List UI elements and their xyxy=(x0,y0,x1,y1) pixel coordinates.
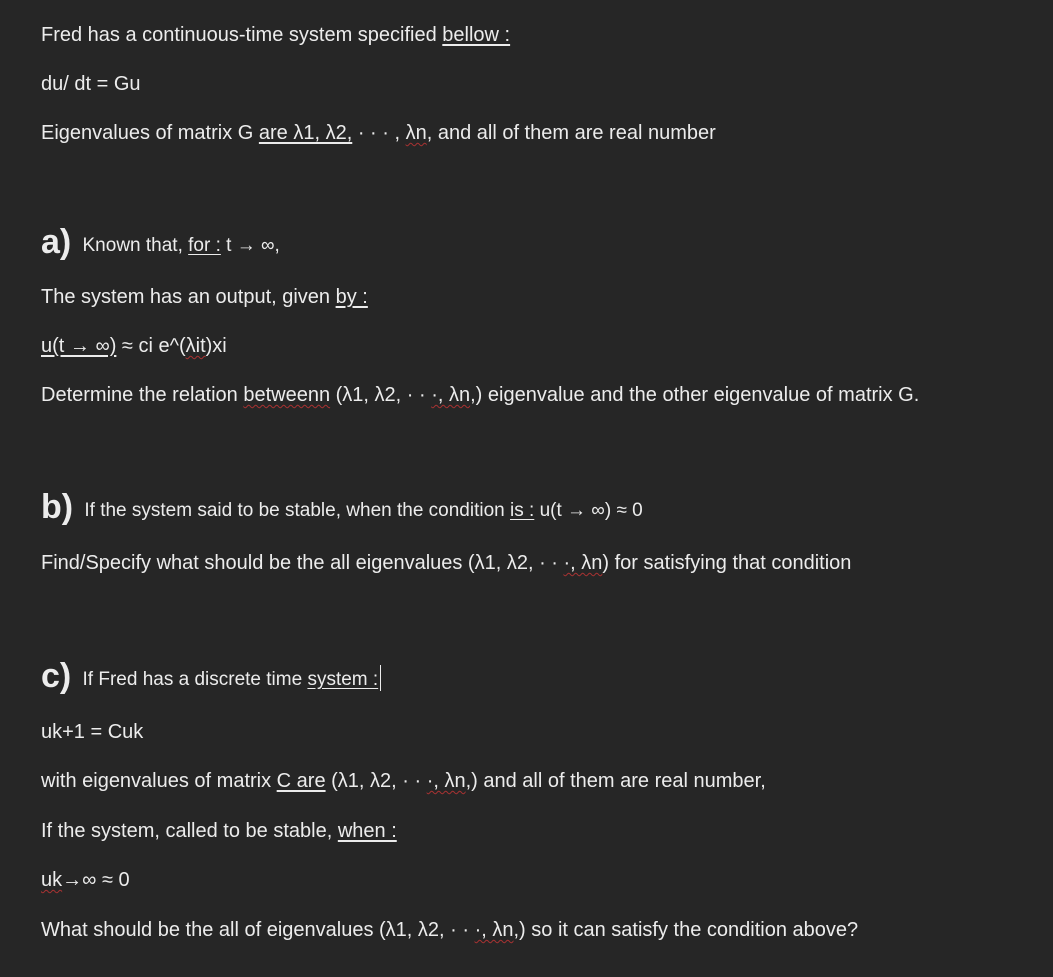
underlined-text: u(t → ∞) xyxy=(41,335,117,357)
part-b-line-1 xyxy=(41,488,643,526)
text-segment: Known that, xyxy=(77,235,189,256)
spellcheck-text: ·, λn xyxy=(474,919,514,941)
text-segment: ,) so it can satisfy the condition above? xyxy=(513,919,859,941)
text-cursor xyxy=(380,665,381,691)
text-segment: Determine the relation xyxy=(41,384,244,406)
spellcheck-text: λit xyxy=(185,335,206,357)
part-b-label: b) xyxy=(41,488,74,526)
text-segment: ≈ ci e^( xyxy=(116,335,186,357)
part-a-label: a) xyxy=(41,223,72,261)
text-segment: u(t → ∞) ≈ 0 xyxy=(534,500,643,521)
underlined-text: bellow : xyxy=(442,24,511,46)
part-c-line-1 xyxy=(41,657,381,695)
text-segment: (λ1, λ2, · · xyxy=(325,770,427,792)
spellcheck-text: ·, λn xyxy=(426,770,466,792)
text-segment: , and all of them are real number xyxy=(426,122,716,144)
intro-equation xyxy=(41,71,141,97)
text-segment: Find/Specify what should be the all eigenvalues (λ1, λ2, · · xyxy=(41,552,564,574)
equation-text: uk+1 = Cuk xyxy=(41,721,144,743)
part-c-equation xyxy=(41,719,143,745)
underlined-text: by : xyxy=(335,286,368,308)
text-segment: with eigenvalues of matrix xyxy=(41,770,277,792)
text-segment: The system has an output, given xyxy=(41,286,336,308)
part-c-line-6 xyxy=(41,917,858,943)
underlined-text: is : xyxy=(510,500,535,521)
text-segment: ,) eigenvalue and the other eigenvalue of matrix G. xyxy=(470,384,920,406)
part-c-line-3 xyxy=(41,768,766,794)
part-a-line-3 xyxy=(41,333,227,359)
underlined-text: system : xyxy=(307,669,379,690)
underlined-text: when : xyxy=(337,820,397,842)
text-segment: t → ∞, xyxy=(220,235,280,256)
intro-line-1 xyxy=(41,22,510,48)
equation-text: du/ dt = Gu xyxy=(41,73,141,95)
part-a-line-4 xyxy=(41,382,919,408)
text-segment: What should be the all of eigenvalues (λ1, λ2, · · xyxy=(41,919,475,941)
text-segment: Fred has a continuous-time system specified xyxy=(41,24,443,46)
spellcheck-text: ·, λn xyxy=(563,552,603,574)
part-a-line-1 xyxy=(41,223,280,261)
intro-line-3 xyxy=(41,120,716,146)
spellcheck-text: uk xyxy=(41,869,63,891)
text-segment: (λ1, λ2, · · xyxy=(330,384,432,406)
spellcheck-text: λn xyxy=(405,122,427,144)
underlined-text: are λ1, λ2, xyxy=(258,122,353,144)
part-c-label: c) xyxy=(41,657,72,695)
text-segment: ,) and all of them are real number, xyxy=(465,770,766,792)
text-segment: →∞ ≈ 0 xyxy=(62,869,130,891)
text-segment: If the system, called to be stable, xyxy=(41,820,338,842)
text-segment: If the system said to be stable, when the condition xyxy=(79,500,511,521)
part-b-line-2 xyxy=(41,550,851,576)
spellcheck-text: ·, λn xyxy=(431,384,471,406)
spellcheck-text: betweenn xyxy=(243,384,331,406)
part-c-line-4 xyxy=(41,818,397,844)
text-segment: ) for satisfying that condition xyxy=(602,552,852,574)
text-segment: If Fred has a discrete time xyxy=(77,669,308,690)
part-c-line-5 xyxy=(41,867,130,893)
part-a-line-2 xyxy=(41,284,368,310)
underlined-text: for : xyxy=(188,235,221,256)
text-segment: )xi xyxy=(205,335,227,357)
text-segment: · · · , xyxy=(352,122,406,144)
text-segment: Eigenvalues of matrix G xyxy=(41,122,259,144)
underlined-text: C are xyxy=(276,770,326,792)
